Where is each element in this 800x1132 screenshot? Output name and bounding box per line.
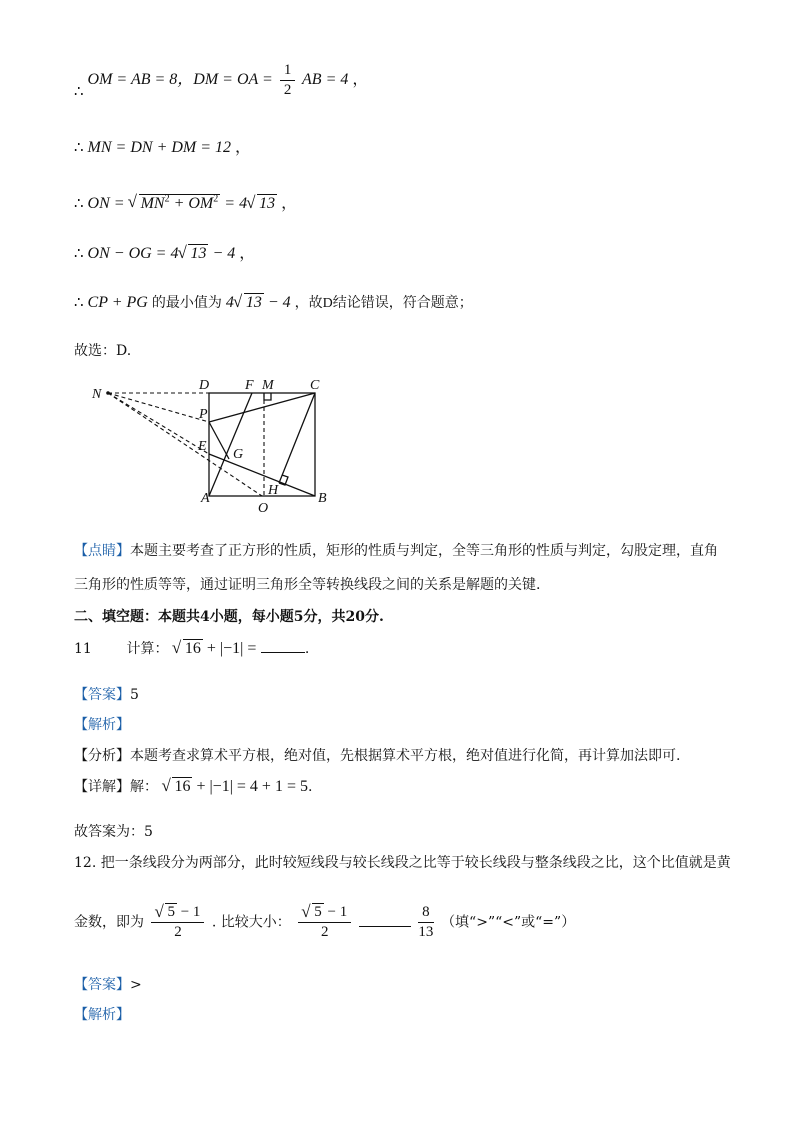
sqrt-13: √ 13 <box>234 294 264 312</box>
line-af <box>209 393 252 496</box>
right-angle-m <box>264 393 271 400</box>
label-p: P <box>199 407 208 422</box>
fill-hint: （填“>”“<”或“=”） <box>441 914 576 931</box>
final-answer-11: 故答案为：5 <box>74 824 153 840</box>
line-ch <box>279 393 315 483</box>
label-m: M <box>262 378 274 393</box>
golden-ratio-fraction: √ $\frac{5 - 1}{2}$ <box>151 904 204 941</box>
compare-blank[interactable] <box>359 926 411 927</box>
sqrt-mn-om: √ $MN^2 + OM^2$ <box>129 194 221 213</box>
sqrt-16: √ 16 <box>162 778 192 796</box>
label-a: A <box>201 491 210 506</box>
sqrt-13: √ 13 <box>178 245 208 263</box>
analysis-tag-11: 【解析】 <box>74 717 130 733</box>
step-3: ∴ ON = √ $MN^2 + OM^2 = 4√$ 13 ， <box>74 190 297 213</box>
fraction-half: $\frac{1}{2}$ <box>280 62 296 99</box>
step-1: ∴ OM = AB = 8，DM = OA = $\frac{1}{2}$ AB = 4 ， <box>74 62 369 101</box>
label-h: H <box>268 483 279 498</box>
square-abcd <box>209 393 315 496</box>
section-title: 二、填空题：本题共4小题，每小题5分，共20分. <box>74 609 384 625</box>
label-c: C <box>310 378 320 393</box>
step-5: ∴ CP + PG 的最小值为 4√ 13 − 4 ，故D结论错误，符合题意； <box>74 292 473 312</box>
sqrt-13: √ 13 <box>247 195 277 213</box>
step-4: ∴ ON − OG = 4√ 13 − 4 ， <box>74 240 255 263</box>
analysis-11: 【分析】本题考查求算术平方根，绝对值，先根据算术平方根，绝对值进行化简，再计算加法即可. <box>74 748 681 764</box>
sqrt-16: √ 16 <box>173 640 203 658</box>
label-b: B <box>318 491 327 506</box>
answer-12: 【答案】> <box>74 977 142 993</box>
question-11: 11 计算： √ 16 + |−1| = . <box>74 638 309 658</box>
step-2: ∴ MN = DN + DM = 12 ， <box>74 139 252 156</box>
label-e: E <box>198 439 207 454</box>
detail-11: 【详解】解： √ 16 + |−1| = 4 + 1 = 5. <box>74 776 312 796</box>
dashed-no <box>108 393 262 496</box>
question-12-line-2: 金数，即为 √ $\frac{5 - 1}{2}$ . 比较大小： √ $\frac{5 - 1}{2}$ $\frac{8}{13}$ （填“>”“<”或“=”） <box>74 904 575 941</box>
label-f: F <box>245 378 254 393</box>
choose-answer: 故选：D. <box>74 343 132 359</box>
comment-tag: 【点睛】 <box>74 543 130 559</box>
line-pc <box>209 393 315 422</box>
label-g: G <box>233 447 244 462</box>
label-o: O <box>258 501 269 516</box>
step-1-right: AB = 4 <box>302 71 349 89</box>
answer-blank[interactable] <box>261 652 305 653</box>
label-d: D <box>199 378 210 393</box>
step-1-left: OM = AB = 8，DM = OA = <box>87 71 273 89</box>
therefore-symbol: ∴ <box>74 84 84 101</box>
step-2-text: MN = DN + DM = 12 <box>87 139 232 156</box>
line-pg <box>209 422 229 459</box>
comment-line-2: 三角形的性质等等，通过证明三角形全等转换线段之间的关系是解题的关键. <box>74 577 541 593</box>
line-eb <box>209 454 315 496</box>
fraction-8-13: $\frac{8}{13}$ <box>418 904 434 940</box>
label-n: N <box>92 387 102 402</box>
q11-number: 11 <box>74 641 92 657</box>
geometry-figure <box>85 372 345 522</box>
question-12-line-1: 12. 把一条线段分为两部分，此时较短线段与较长线段之比等于较长线段与整条线段之比，这个比值就是黄 <box>74 855 731 871</box>
point-n <box>106 391 110 395</box>
analysis-tag-12: 【解析】 <box>74 1007 130 1023</box>
answer-11: 【答案】5 <box>74 687 139 703</box>
dashed-np <box>108 393 209 422</box>
dashed-ne <box>108 393 209 454</box>
comment-line-1: 【点睛】本题主要考查了正方形的性质，矩形的性质与判定，全等三角形的性质与判定，勾股定理，直角 <box>74 543 718 559</box>
golden-ratio-fraction-compare: √ $\frac{5 - 1}{2}$ <box>298 904 351 941</box>
